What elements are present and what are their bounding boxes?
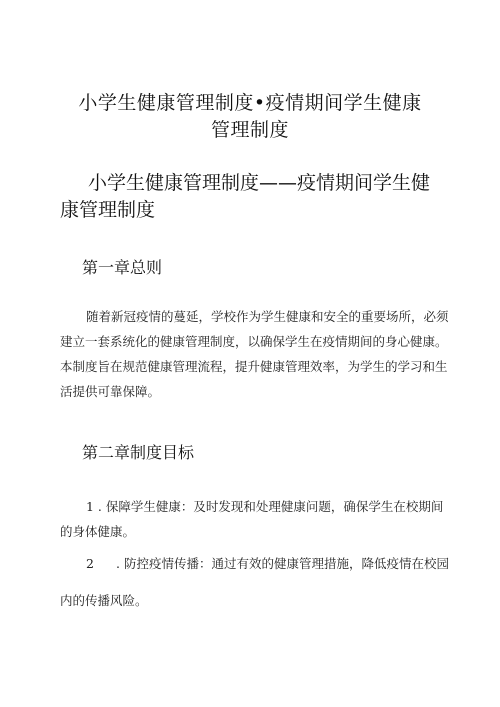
goal-item-2 bbox=[60, 551, 450, 613]
paragraph-line: 本制度旨在规范健康管理流程，提升健康管理效率，为学生的学习和生 bbox=[60, 359, 448, 374]
chapter-1-paragraph bbox=[60, 304, 450, 404]
item-line: 1 . 保障学生健康：及时发现和处理健康问题，确保学生在校期间 bbox=[86, 499, 444, 514]
item-line bbox=[60, 551, 450, 576]
item-line: 的身体健康。 bbox=[60, 524, 136, 539]
paragraph-line: 随着新冠疫情的蔓延，学校作为学生健康和安全的重要场所，必须 bbox=[86, 309, 449, 324]
subtitle-line-2: 康管理制度 bbox=[60, 199, 156, 221]
item-text: . 防控疫情传播：通过有效的健康管理措施，降低疫情在校园 bbox=[116, 556, 449, 571]
document-subtitle bbox=[60, 170, 460, 224]
title-line-2: 管理制度 bbox=[210, 119, 289, 141]
item-line: 内的传播风险。 bbox=[60, 593, 148, 608]
item-number: 2 bbox=[86, 556, 94, 571]
paragraph-line: 建立一套系统化的健康管理制度，以确保学生在疫情期间的身心健康。 bbox=[60, 334, 448, 349]
chapter-2-heading: 第二章制度目标 bbox=[82, 443, 195, 462]
document-title bbox=[40, 90, 460, 144]
paragraph-line: 活提供可靠保障。 bbox=[60, 384, 161, 399]
subtitle-line-1: 小学生健康管理制度——疫情期间学生健 bbox=[88, 172, 431, 194]
goal-item-1 bbox=[60, 494, 450, 544]
title-line-1: 小学生健康管理制度•疫情期间学生健康 bbox=[78, 92, 422, 114]
chapter-1-heading: 第一章总则 bbox=[82, 258, 163, 277]
